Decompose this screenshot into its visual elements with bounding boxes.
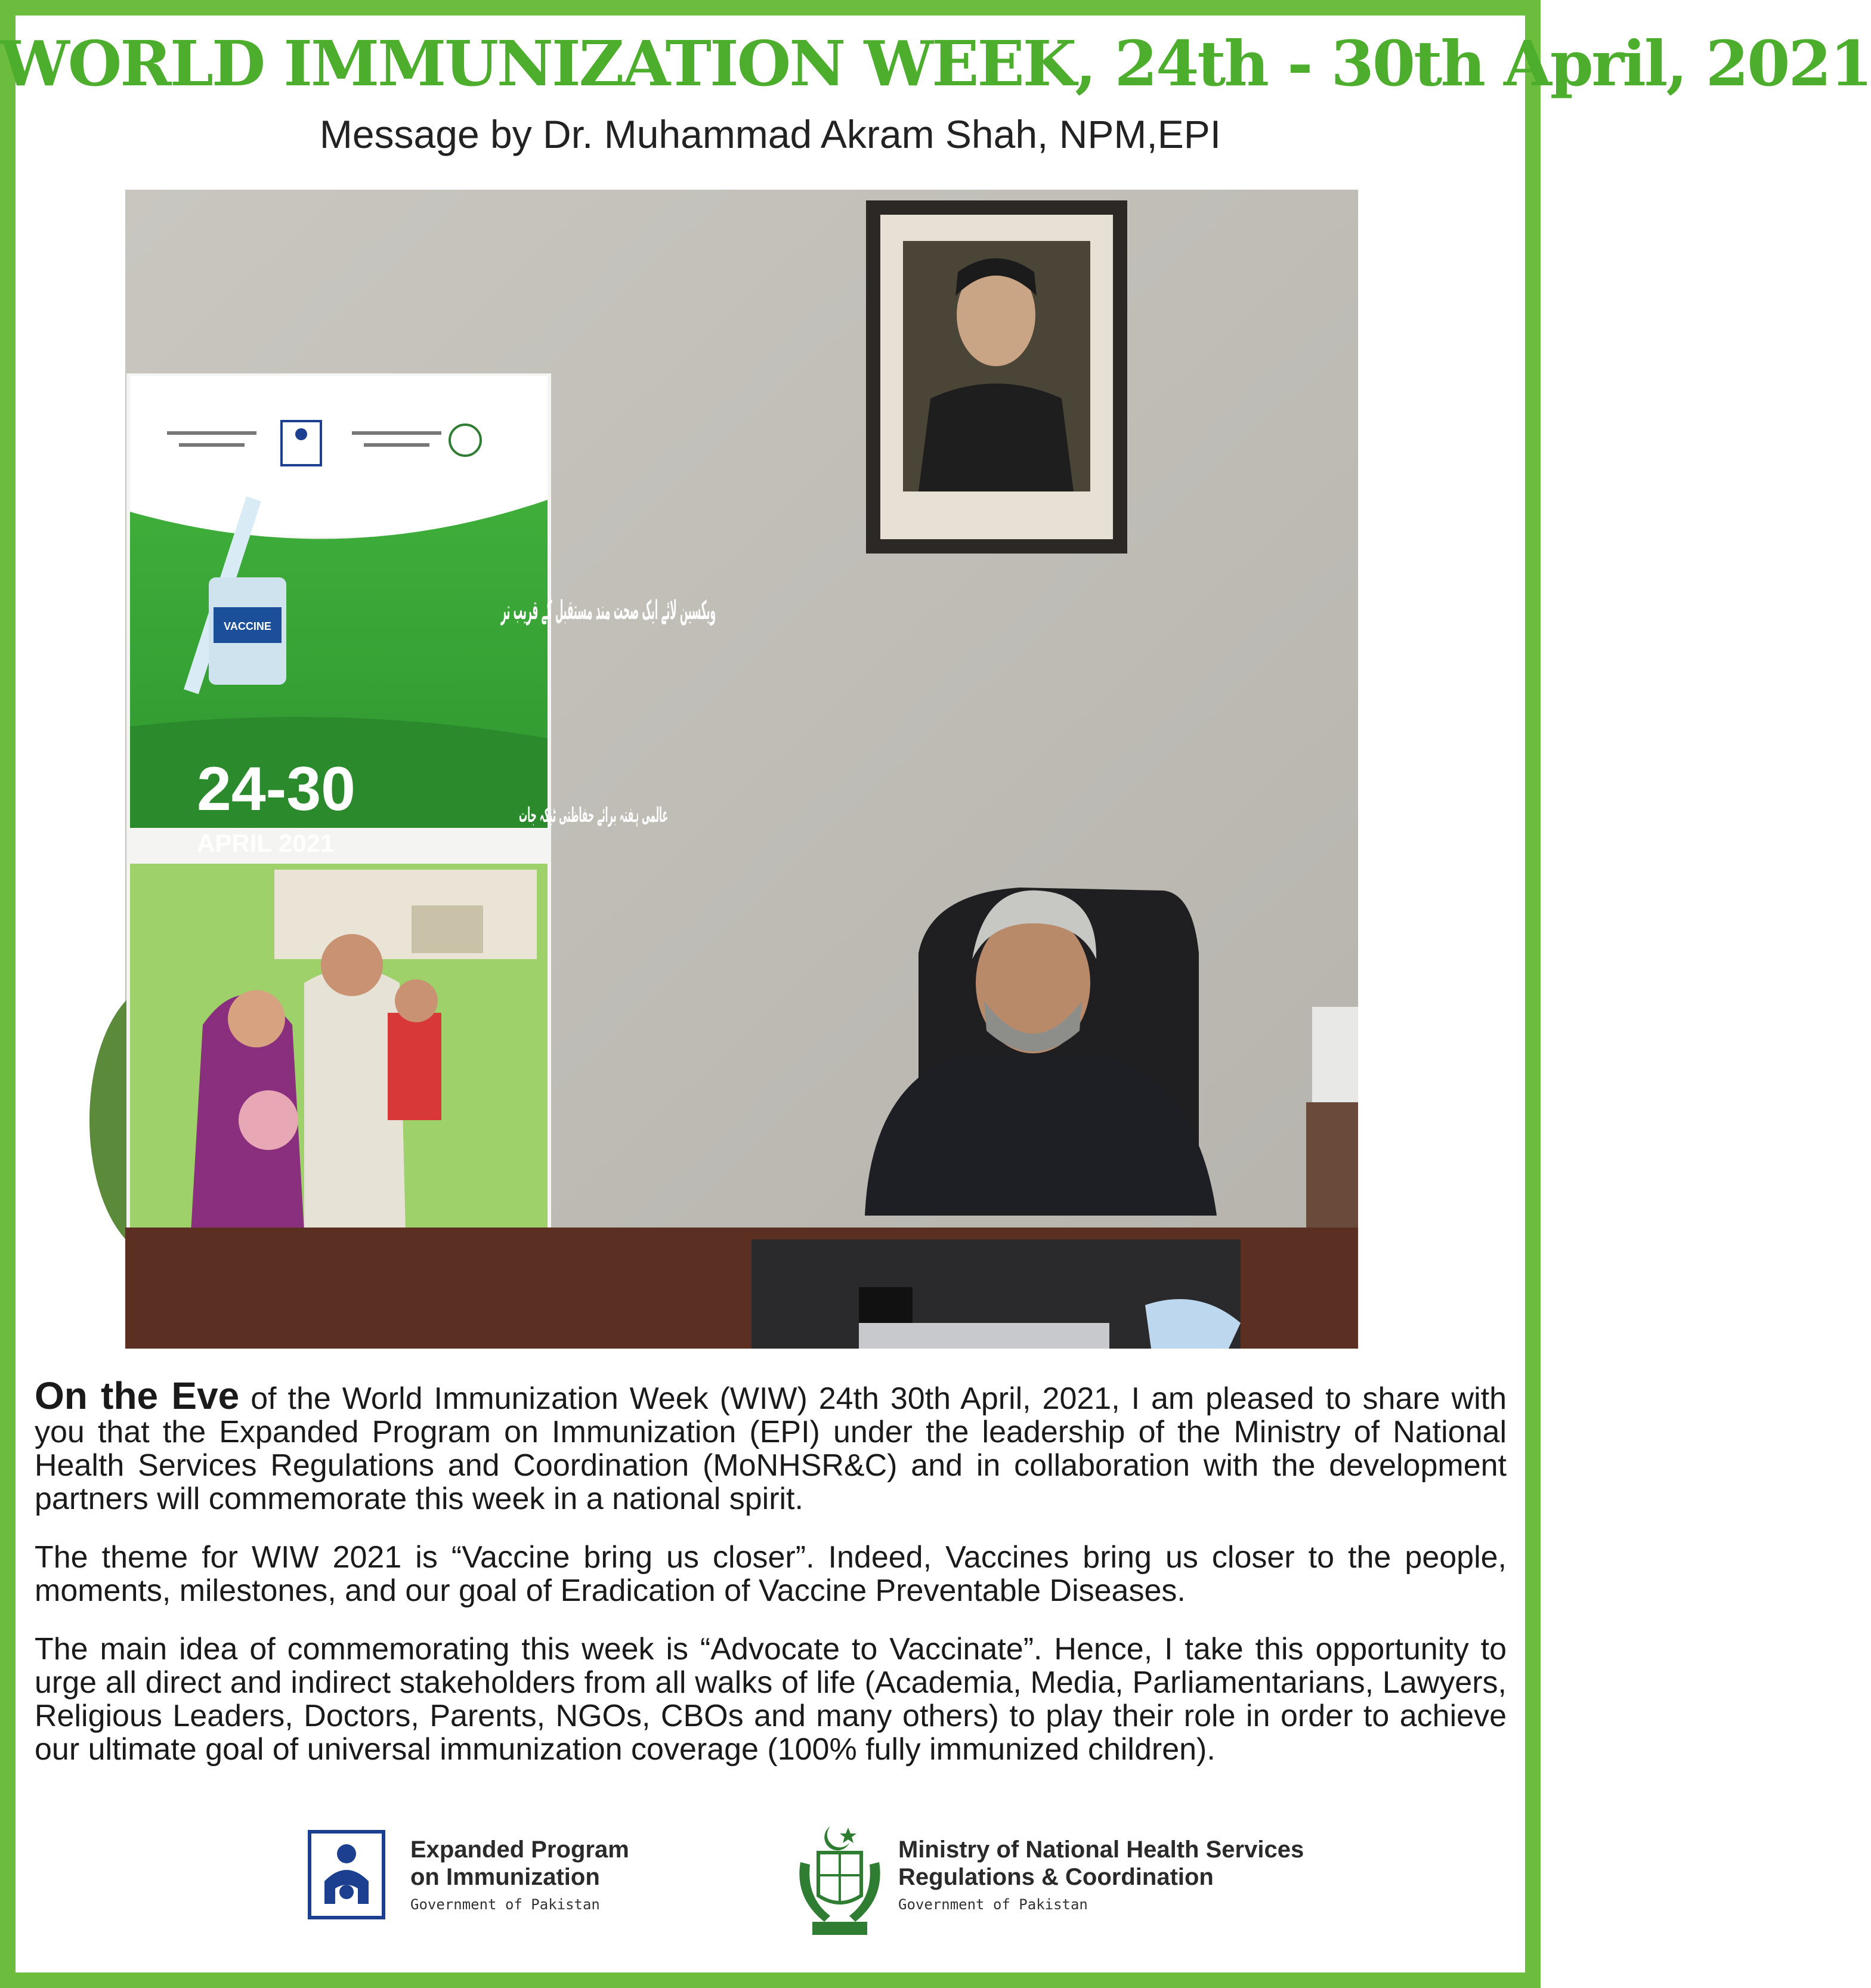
- framed-portrait: [866, 200, 1127, 554]
- banner-headline: ویکسین لائے ایک صحت مند مستقبل کے قریب تر: [500, 595, 716, 626]
- ministry-wordmark: [898, 1836, 1304, 1915]
- ministry-government: Government of Pakistan: [898, 1896, 1088, 1913]
- epi-logo: [308, 1830, 385, 1919]
- paragraph-main-idea: The main idea of commemorating this week is “Advocate to Vaccinate”. Hence, I take this opportunity to urge all direct and indirect stakeholders from all walks of life (Academia, Media, Parliamentarians, Lawyers, Religious Leaders, Doctors, Parents, NGOs, CBOs and many others) to play their role in order to achieve our ultimate goal of universal immunization coverage (100% fully immunized children).: [35, 1632, 1507, 1767]
- banner-month-year: APRIL 2021: [197, 829, 335, 857]
- paragraph-intro: [35, 1374, 1507, 1516]
- paragraph-theme: The theme for WIW 2021 is “Vaccine bring us closer”. Indeed, Vaccines bring us closer to the people, moments, milestones, and our goal of Eradication of Vaccine Preventable Diseases.: [35, 1540, 1507, 1608]
- ministry-name-line2: Regulations & Coordination: [898, 1864, 1214, 1890]
- vial-label: VACCINE: [224, 620, 271, 632]
- banner-dates: 24-30: [197, 755, 355, 824]
- epi-name-line1: Expanded Program: [410, 1836, 629, 1863]
- epi-name-line2: on Immunization: [410, 1864, 600, 1890]
- message-body: [35, 1374, 1507, 1791]
- cabinet: [1306, 1102, 1358, 1233]
- message-byline: Message by Dr. Muhammad Akram Shah, NPM,EPI: [319, 112, 1221, 156]
- epi-government: Government of Pakistan: [410, 1896, 600, 1913]
- lead-phrase: On the Eve: [35, 1374, 240, 1417]
- page-title: WORLD IMMUNIZATION WEEK, 24th - 30th April, 2021: [0, 27, 1871, 100]
- banner-week-name: عالمی ہفتہ برائے حفاظتی ٹیکہ جات: [519, 803, 668, 827]
- office-photo: [125, 190, 1358, 1349]
- ministry-name-line1: Ministry of National Health Services: [898, 1836, 1304, 1863]
- state-emblem: [788, 1820, 891, 1940]
- paragraph-intro-text: of the World Immunization Week (WIW) 24th 30th April, 2021, I am pleased to share with you that the Expanded Program on Immunization (EPI) under the leadership of the Ministry of National Health Services Regulations and Coordination (MoNHSR&C) and in collaboration with the development partners will commemorate this week in a national spirit.: [35, 1381, 1507, 1516]
- laptop: [859, 1323, 1109, 1349]
- epi-wordmark: [410, 1836, 629, 1915]
- printer: [1312, 1007, 1358, 1102]
